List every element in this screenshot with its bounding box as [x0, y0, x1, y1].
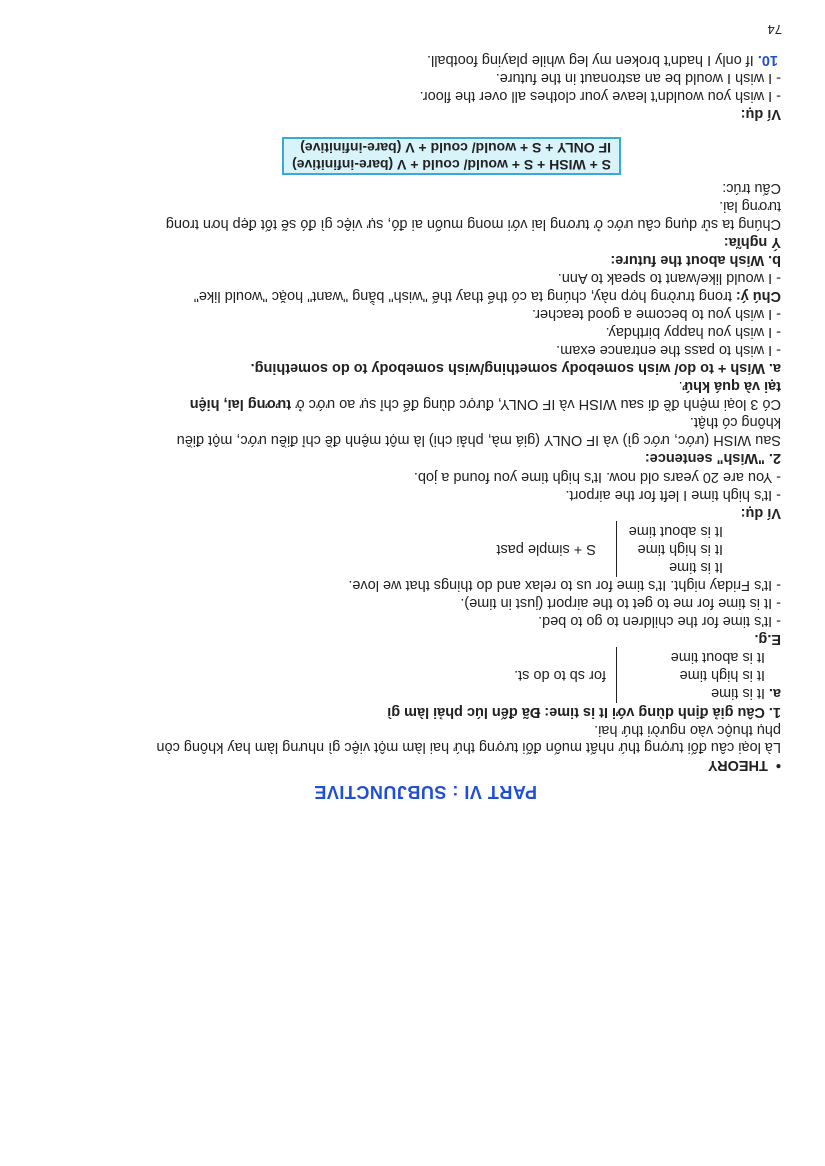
exercise-text: If only I hadn't broken my leg while playing football. — [427, 52, 758, 68]
form-it-is-about-time: It is about time — [670, 649, 765, 665]
formula-line-1: S + WISH + S + would/ could + V (bare-infinitive) — [292, 157, 611, 173]
ynghia-line-2: tương lai. — [719, 198, 781, 214]
section1-heading: 1. Câu giả định dùng với It is time: Đã đến lúc phải làm gì — [387, 704, 781, 720]
cautruc-label: Cấu trúc: — [722, 180, 781, 196]
section1-vidu-2: - You are 20 years old now. It's high time you found a job. — [413, 469, 781, 485]
exercise-number: 10. — [757, 52, 778, 68]
eg-line-1: - It's time for the children to go to bed. — [538, 613, 781, 629]
section2-vidu-1: - I wish you wouldn't leave your clothes all over the floor. — [419, 88, 781, 104]
form-it-is-high-time: It is high time — [679, 667, 765, 683]
bullet-icon: • — [767, 757, 781, 773]
section1-vidu-label: Ví dụ: — [740, 505, 781, 521]
form2-it-is-time: It is time — [669, 559, 723, 575]
note-example: - I would like/want to speak to Ann. — [557, 270, 781, 286]
form-it-is-time: It is time — [711, 685, 765, 701]
part-title: PART VI : SUBJUNCTIVE — [313, 782, 537, 802]
pattern-simple-past: S + simple past — [496, 541, 596, 557]
intro-line-2: phụ thuộc vào người thứ hai. — [594, 722, 781, 738]
section2-a-example-1: - I wish to pass the entrance exam. — [556, 342, 781, 358]
eg-label: E.g. — [754, 631, 781, 647]
pattern-for-sb: for sb to do st. — [514, 667, 606, 683]
section1-a-label: a. — [768, 685, 781, 701]
section2-heading: 2. "Wish" sentence: — [644, 450, 781, 466]
section1-vidu-1: - It's high time I left for the airport. — [565, 487, 781, 503]
page-number: 74 — [767, 22, 782, 37]
section2-intro-1: Sau WISH (ước, ước gì) và IF ONLY (giá mà, phải chi) là một mệnh đề chỉ điều ước, một điều — [176, 432, 781, 448]
theory-heading: • THEORY — [707, 757, 781, 773]
section2-a-example-2: - I wish you happy birthday. — [605, 324, 781, 340]
eg-line-2: - It is time for me to get to the airport (just in time). — [460, 595, 781, 611]
ynghia-line-1: Chúng ta sử dụng câu ước ở tương lai với mong muốn ai đó, sự việc gì đó sẽ tốt đẹp hơn trong — [165, 216, 781, 232]
exercise-item — [427, 51, 778, 68]
section2-vidu-2: - I wish I would be an astronaut in the future. — [495, 70, 781, 86]
section2-a-example-3: - I wish you to become a good teacher. — [531, 306, 781, 322]
form2-it-is-about-time: It is about time — [628, 523, 723, 539]
three-types-line-2: tại và quá khứ. — [678, 378, 781, 394]
bracket-line-2 — [616, 521, 617, 577]
section2-intro-2: không có thật. — [689, 414, 781, 430]
three-types-line-1: Có 3 loại mệnh đề đi sau WISH và IF ONLY, được dùng để chỉ sự ao ước ở tương lai, hiện — [189, 396, 781, 412]
section2-vidu-label: Ví dụ: — [740, 106, 781, 122]
eg-line-3: - It's Friday night. It's time for us to relax and do things that we love. — [348, 577, 781, 593]
section2-a-heading: a. Wish + to do/ wish somebody something/wish somebody to do something. — [250, 360, 781, 376]
section2-b-heading: b. Wish about the future: — [610, 252, 781, 268]
bracket-line — [616, 647, 617, 703]
formula-box — [282, 137, 621, 175]
formula-line-2: IF ONLY + S + would/ could + V (bare-infinitive) — [300, 140, 611, 156]
form2-it-is-high-time: It is high time — [637, 541, 723, 557]
ynghia-label: Ý nghĩa: — [723, 234, 781, 250]
intro-line-1: Là loại câu đối tượng thứ nhất muốn đối tượng thứ hai làm một việc gì nhưng làm hay không còn — [156, 739, 781, 755]
note-line: Chú ý: trong trường hợp này, chúng ta có thể thay thế "wish" bằng "want" hoặc "would like" — [193, 288, 781, 304]
